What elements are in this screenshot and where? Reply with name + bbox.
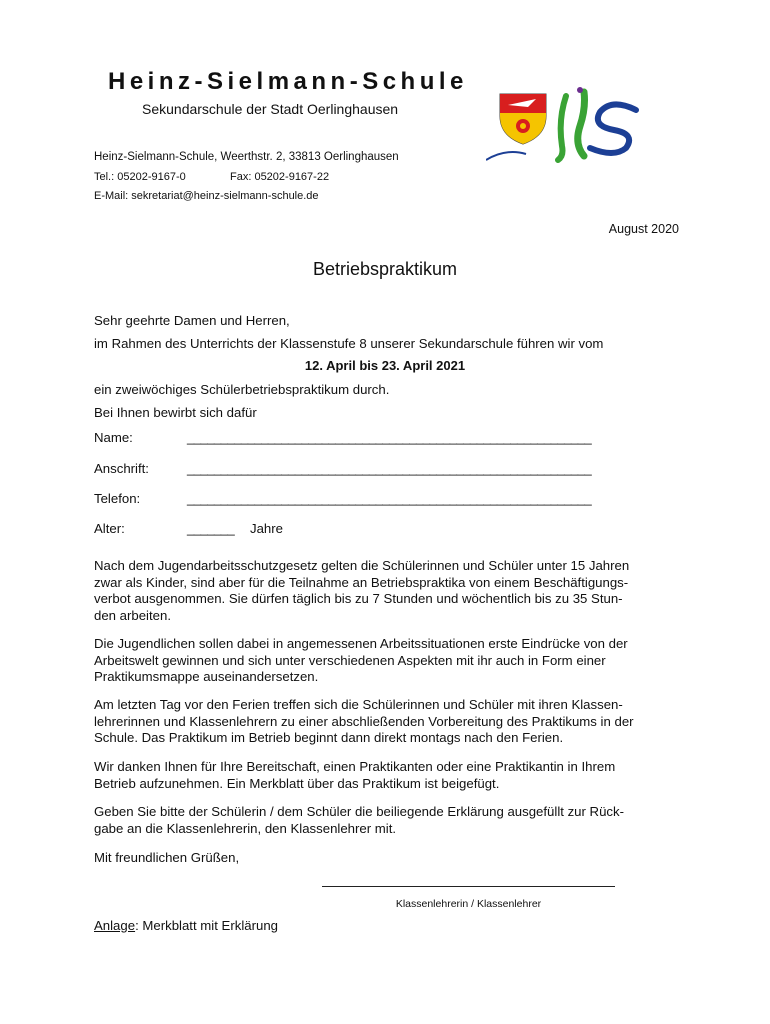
paragraph-line: verbot ausgenommen. Sie dürfen täglich bis zu 7 Stunden und wöchentlich bis zu 35 Stun- (94, 591, 623, 606)
intro-text-2: ein zweiwöchiges Schülerbetriebspraktikum durch. (94, 382, 390, 397)
paragraph-goals (94, 636, 684, 686)
applicant-intro: Bei Ihnen bewirbt sich dafür (94, 405, 257, 420)
letter-title: Betriebspraktikum (312, 259, 458, 279)
paragraph-line: Praktikumsmappe auseinandersetzen. (94, 669, 319, 684)
paragraph-line: Nach dem Jugendarbeitsschutzgesetz gelten die Schülerinnen und Schüler unter 15 Jahren (94, 558, 630, 573)
coat-of-arms-icon (500, 94, 546, 144)
letter-date: August 2020 (608, 222, 679, 236)
age-field[interactable]: _______ (187, 521, 235, 536)
signature-label: Klassenlehrerin / Klassenlehrer (395, 898, 542, 910)
paragraph-line: Arbeitswelt gewinnen und sich unter verschiedenen Aspekten mit ihr auch in Form einer (94, 652, 606, 668)
paragraph-line: Am letzten Tag vor den Ferien treffen sich die Schülerinnen und Schüler mit ihren Klassen- (94, 697, 623, 712)
paragraph-line: zwar als Kinder, sind aber für die Teilnahme an Betriebspraktika von einem Beschäftigungs- (94, 574, 629, 590)
school-fax: Fax: 05202-9167-22 (230, 171, 330, 183)
phone-field[interactable]: ____________________________________________________________ (187, 491, 592, 506)
address-label: Anschrift: (94, 461, 149, 476)
paragraph-youth-protection (94, 558, 684, 624)
signature-line (322, 886, 615, 887)
age-label: Alter: (94, 521, 125, 536)
internship-period: 12. April bis 23. April 2021 (304, 358, 466, 373)
paragraph-line: gabe an die Klassenlehrerin, den Klassenlehrer mit. (94, 820, 397, 836)
paragraph-line: Wir danken Ihnen für Ihre Bereitschaft, einen Praktikanten oder eine Praktikantin in Ihrem (94, 759, 616, 774)
paragraph-thanks (94, 759, 684, 792)
closing: Mit freundlichen Grüßen, (94, 850, 240, 865)
paragraph-line: lehrerinnen und Klassenlehrern zu einer abschließenden Vorbereitung des Praktikums in der (94, 713, 634, 729)
age-unit: Jahre (250, 521, 283, 536)
paragraph-line: den arbeiten. (94, 607, 171, 623)
attachment-label: Anlage (94, 918, 136, 933)
school-address: Heinz-Sielmann-Schule, Weerthstr. 2, 33813 Oerlinghausen (94, 151, 399, 163)
school-phone: Tel.: 05202-9167-0 (94, 171, 186, 183)
school-subtitle: Sekundarschule der Stadt Oerlinghausen (142, 101, 399, 117)
salutation: Sehr geehrte Damen und Herren, (94, 313, 290, 328)
paragraph-line: Geben Sie bitte der Schülerin / dem Schüler die beiliegende Erklärung ausgefüllt zur Rück- (94, 804, 624, 819)
attachment-text: : Merkblatt mit Erklärung (135, 918, 278, 933)
school-name: Heinz-Sielmann-Schule (108, 68, 468, 95)
phone-label: Telefon: (94, 491, 141, 506)
attachment-note (94, 918, 278, 933)
paragraph-return (94, 804, 684, 837)
paragraph-line: Die Jugendlichen sollen dabei in angemessenen Arbeitssituationen erste Eindrücke von der (94, 636, 628, 651)
name-field[interactable]: ____________________________________________________________ (187, 430, 592, 445)
intro-text: im Rahmen des Unterrichts der Klassenstufe 8 unserer Sekundarschule führen wir vom (94, 336, 604, 351)
address-field[interactable]: ____________________________________________________________ (187, 461, 592, 476)
paragraph-preparation (94, 697, 684, 747)
paragraph-line: Schule. Das Praktikum im Betrieb beginnt dann direkt montags nach den Ferien. (94, 730, 564, 745)
school-email: E-Mail: sekretariat@heinz-sielmann-schule.de (94, 190, 319, 202)
name-label: Name: (94, 430, 133, 445)
school-logo-icon (486, 86, 646, 166)
paragraph-line: Betrieb aufzunehmen. Ein Merkblatt über das Praktikum ist beigefügt. (94, 775, 500, 791)
